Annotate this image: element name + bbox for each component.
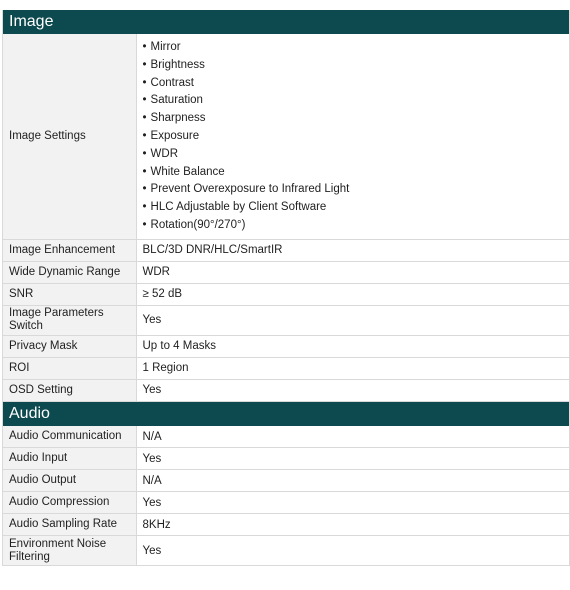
- row-value: Yes: [136, 448, 569, 470]
- row-value: Yes: [136, 305, 569, 335]
- row-label: Image Parameters Switch: [3, 305, 136, 335]
- table-row: [3, 470, 569, 492]
- row-value: 1 Region: [136, 357, 569, 379]
- row-value: BLC/3D DNR/HLC/SmartIR: [136, 239, 569, 261]
- row-value: Up to 4 Masks: [136, 335, 569, 357]
- row-label: Audio Input: [3, 448, 136, 470]
- table-row: [3, 514, 569, 536]
- list-item: • Exposure: [143, 128, 564, 146]
- row-value: Yes: [136, 536, 569, 566]
- list-item: • Contrast: [143, 75, 564, 93]
- row-label: Image Settings: [3, 34, 136, 239]
- row-value: N/A: [136, 470, 569, 492]
- row-label: OSD Setting: [3, 379, 136, 401]
- table-row: [3, 335, 569, 357]
- row-value: ≥ 52 dB: [136, 283, 569, 305]
- audio-specs-table: [3, 426, 569, 567]
- row-label: Audio Compression: [3, 492, 136, 514]
- table-row: [3, 305, 569, 335]
- row-label: Audio Output: [3, 470, 136, 492]
- row-label: Environment Noise Filtering: [3, 536, 136, 566]
- table-row: [3, 379, 569, 401]
- row-label: SNR: [3, 283, 136, 305]
- table-row: [3, 239, 569, 261]
- list-item: • Rotation(90°/270°): [143, 217, 564, 235]
- row-value: N/A: [136, 426, 569, 448]
- list-item: • Sharpness: [143, 110, 564, 128]
- row-value: 8KHz: [136, 514, 569, 536]
- list-item: • Saturation: [143, 92, 564, 110]
- list-item: • Prevent Overexposure to Infrared Light: [143, 181, 564, 199]
- section-header-audio: Audio: [3, 402, 569, 426]
- table-row: [3, 536, 569, 566]
- row-value: Yes: [136, 379, 569, 401]
- row-label: ROI: [3, 357, 136, 379]
- row-value: WDR: [136, 261, 569, 283]
- row-value: [136, 34, 569, 239]
- image-settings-list: [143, 34, 564, 239]
- table-row: [3, 357, 569, 379]
- table-row: [3, 448, 569, 470]
- table-row: [3, 426, 569, 448]
- spec-sheet: [2, 10, 570, 566]
- row-label: Privacy Mask: [3, 335, 136, 357]
- table-row: [3, 283, 569, 305]
- row-value: Yes: [136, 492, 569, 514]
- table-row: [3, 261, 569, 283]
- list-item: • White Balance: [143, 164, 564, 182]
- table-row: [3, 492, 569, 514]
- row-label: Audio Communication: [3, 426, 136, 448]
- list-item: • WDR: [143, 146, 564, 164]
- table-row: [3, 34, 569, 239]
- list-item: • Brightness: [143, 57, 564, 75]
- row-label: Wide Dynamic Range: [3, 261, 136, 283]
- list-item: • Mirror: [143, 39, 564, 57]
- image-specs-table: [3, 34, 569, 402]
- row-label: Audio Sampling Rate: [3, 514, 136, 536]
- list-item: • HLC Adjustable by Client Software: [143, 199, 564, 217]
- row-label: Image Enhancement: [3, 239, 136, 261]
- section-header-image: Image: [3, 10, 569, 34]
